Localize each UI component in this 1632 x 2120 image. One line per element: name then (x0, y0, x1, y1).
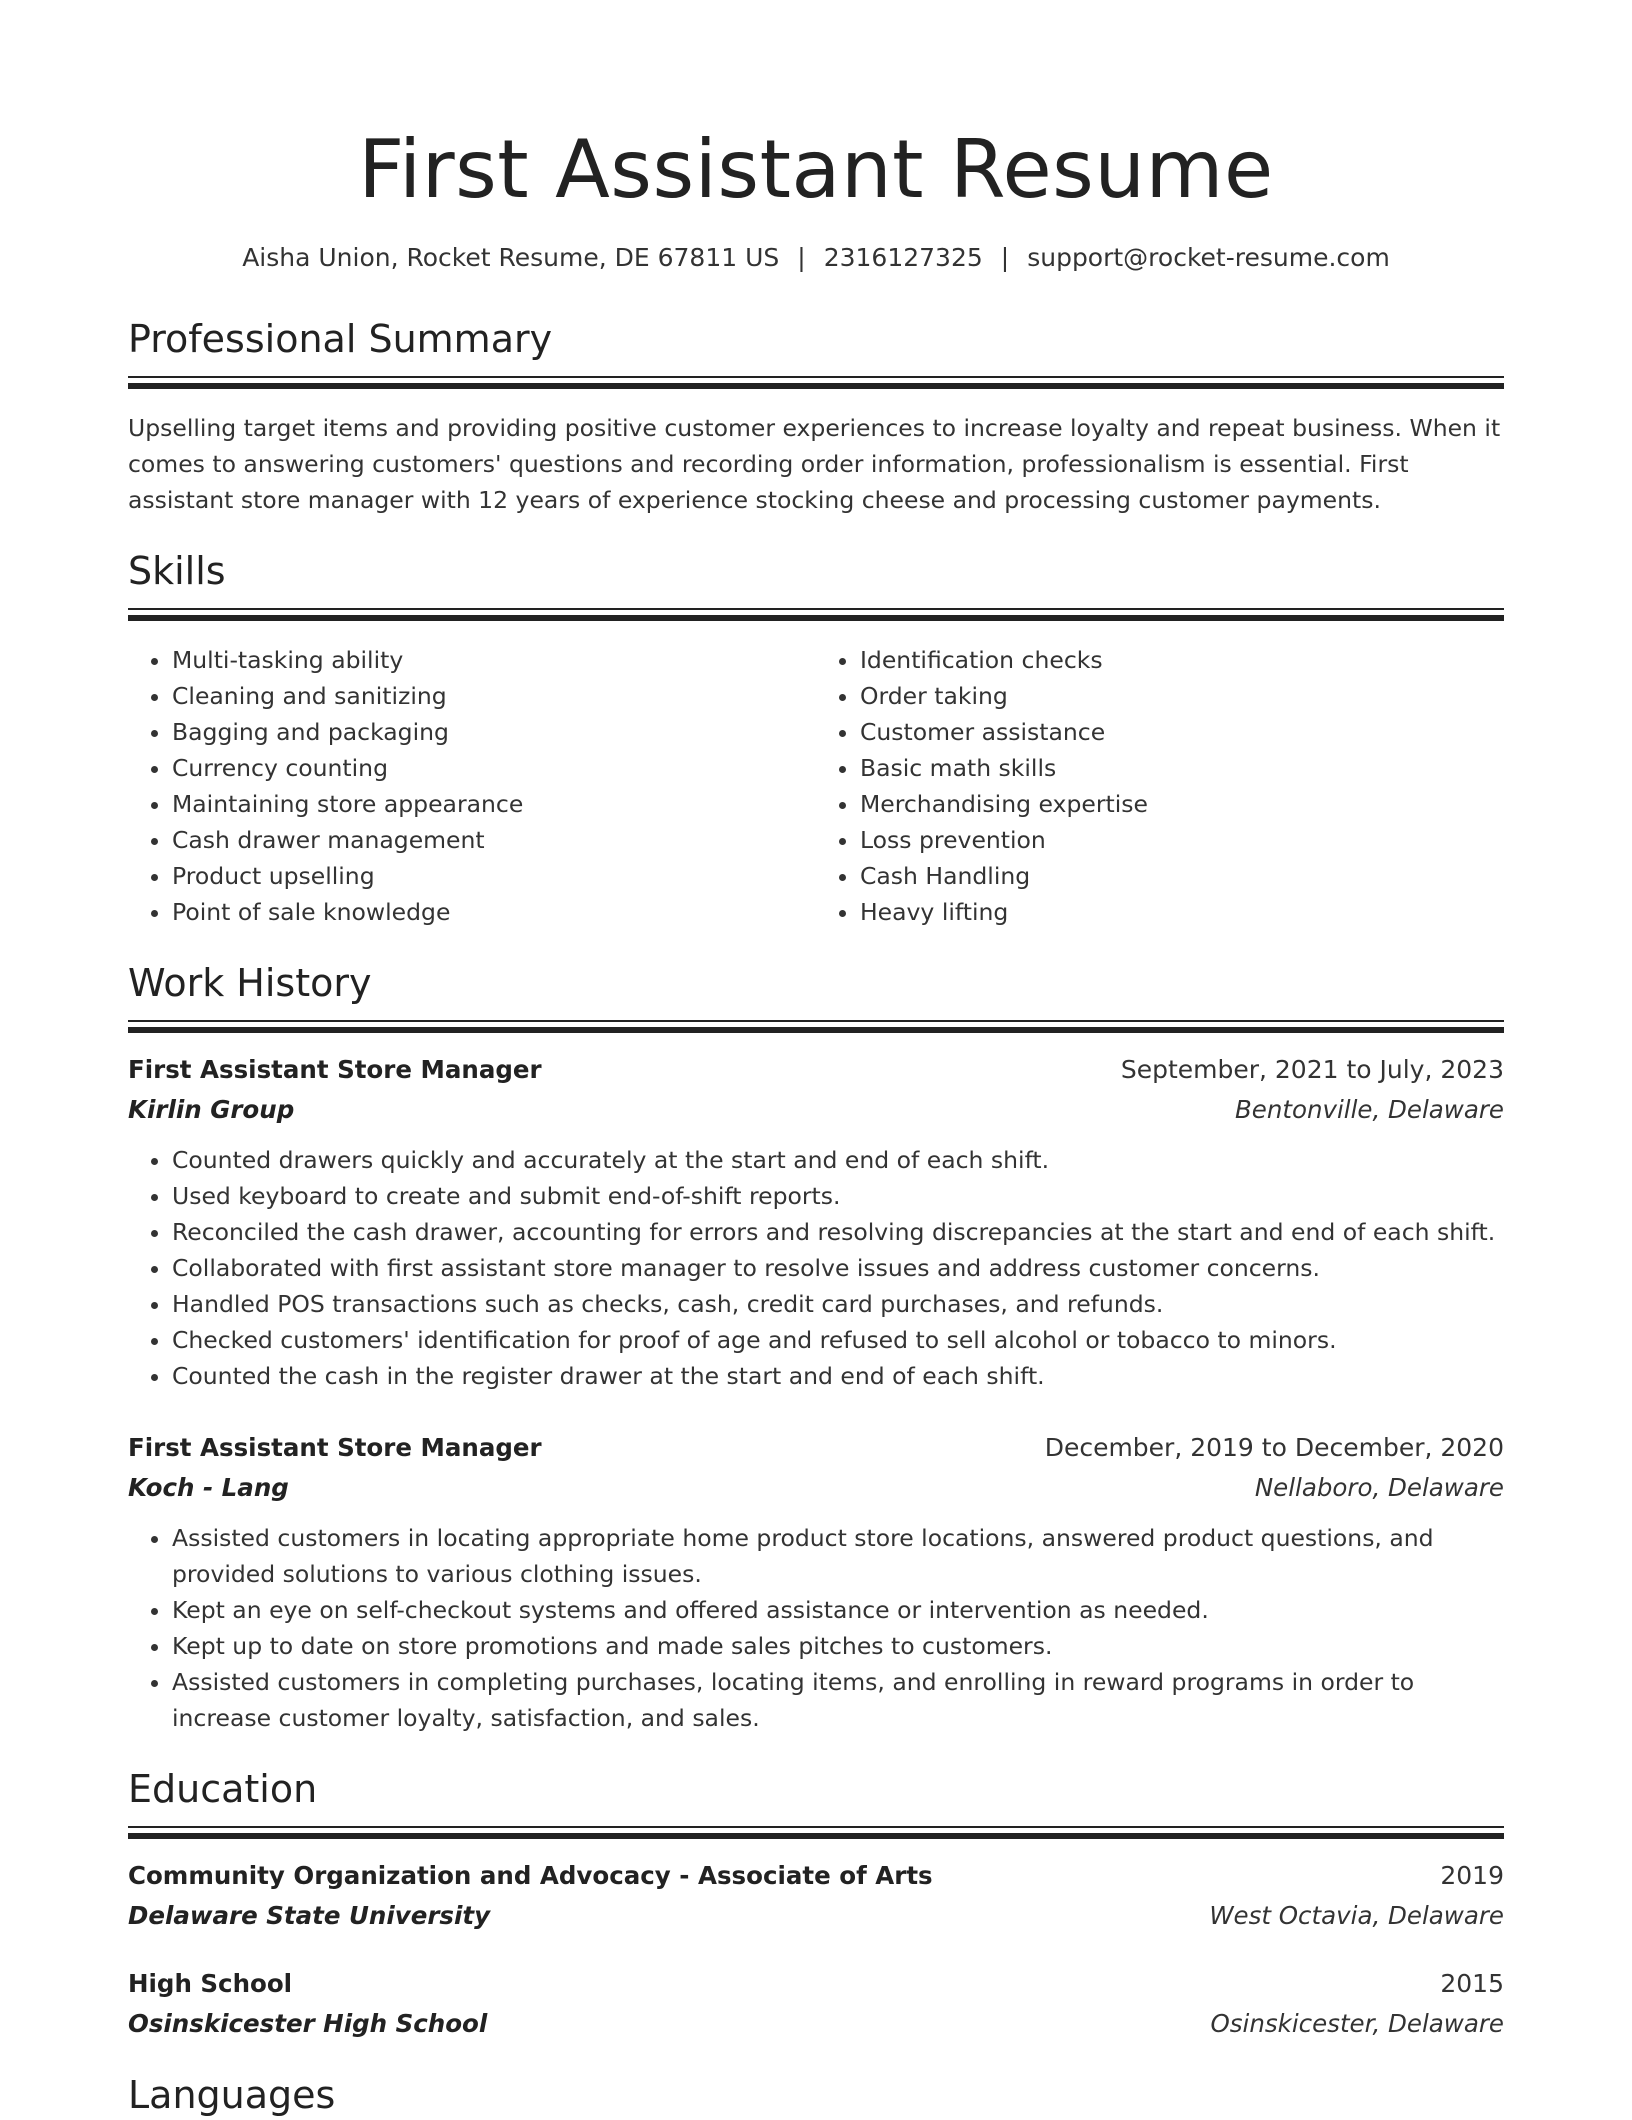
skill-item: • Heavy lifting (860, 894, 1504, 930)
job-bullets (128, 1520, 1504, 1736)
resume-page (128, 120, 1504, 2120)
job-bullet: • Counted drawers quickly and accurately at the start and end of each shift. (172, 1142, 1504, 1178)
job-bullet: • Used keyboard to create and submit end-of-shift reports. (172, 1178, 1504, 1214)
job-subheader (128, 1092, 1504, 1128)
resume-title: First Assistant Resume (358, 123, 1274, 216)
job-bullet: • Collaborated with first assistant store manager to resolve issues and address customer concerns. (172, 1250, 1504, 1286)
languages-section (128, 2070, 1504, 2120)
skills-list-left (128, 642, 816, 930)
education-location: West Octavia, Delaware (1209, 1901, 1504, 1930)
education-school: Delaware State University (128, 1901, 491, 1930)
job-company: Koch - Lang (128, 1473, 289, 1502)
contact-line (128, 240, 1504, 276)
job-bullet: • Kept up to date on store promotions and made sales pitches to customers. (172, 1628, 1504, 1664)
contact-separator: | (797, 243, 806, 272)
education-subheader (128, 2006, 1504, 2042)
job-bullet: • Kept an eye on self-checkout systems and offered assistance or intervention as needed. (172, 1592, 1504, 1628)
skill-item: • Merchandising expertise (860, 786, 1504, 822)
skill-item: • Cleaning and sanitizing (172, 678, 816, 714)
contact-phone: 2316127325 (823, 243, 983, 272)
skills-heading: Skills (128, 549, 226, 593)
education-degree: Community Organization and Advocacy - Associate of Arts (128, 1861, 933, 1890)
job-bullet: • Counted the cash in the register drawer at the start and end of each shift. (172, 1358, 1504, 1394)
education-year: 2019 (1440, 1861, 1504, 1890)
contact-separator: | (1000, 243, 1010, 272)
skill-item: • Identification checks (860, 642, 1504, 678)
summary-section (128, 314, 1504, 518)
skill-item: • Customer assistance (860, 714, 1504, 750)
job-bullet: • Checked customers' identification for proof of age and refused to sell alcohol or tobacco to minors. (172, 1322, 1504, 1358)
section-divider (128, 1020, 1504, 1022)
section-divider (128, 608, 1504, 610)
skills-list-right (816, 642, 1504, 930)
summary-heading: Professional Summary (128, 317, 553, 361)
job-location: Bentonville, Delaware (1234, 1095, 1504, 1124)
skill-item: • Cash Handling (860, 858, 1504, 894)
summary-text: Upselling target items and providing positive customer experiences to increase loyalty and repeat business. When it comes to answering customers' questions and recording order information, professionalism is essential. First assistant store manager with 12 years of experience stocking cheese and processing customer payments. (128, 414, 1501, 514)
job-bullet: • Reconciled the cash drawer, accounting for errors and resolving discrepancies at the start and end of each shift. (172, 1214, 1504, 1250)
education-header (128, 1858, 1504, 1894)
contact-address: Aisha Union, Rocket Resume, DE 67811 US (242, 243, 780, 272)
skill-item: • Loss prevention (860, 822, 1504, 858)
education-location: Osinskicester, Delaware (1210, 2009, 1504, 2038)
skill-item: • Product upselling (172, 858, 816, 894)
job-location: Nellaboro, Delaware (1254, 1473, 1504, 1502)
education-header (128, 1966, 1504, 2002)
job-bullets (128, 1142, 1504, 1394)
skill-item: • Cash drawer management (172, 822, 816, 858)
contact-email: support@rocket-resume.com (1027, 243, 1390, 272)
job-header (128, 1052, 1504, 1088)
skills-columns (128, 642, 1504, 930)
skill-item: • Maintaining store appearance (172, 786, 816, 822)
skill-item: • Bagging and packaging (172, 714, 816, 750)
education-section (128, 1764, 1504, 2042)
skills-section (128, 546, 1504, 930)
skill-item: • Point of sale knowledge (172, 894, 816, 930)
job-dates: December, 2019 to December, 2020 (1044, 1433, 1504, 1462)
job-company: Kirlin Group (128, 1095, 295, 1124)
education-school: Osinskicester High School (128, 2009, 488, 2038)
work-history-heading: Work History (128, 961, 372, 1005)
job-bullet: • Handled POS transactions such as checks, cash, credit card purchases, and refunds. (172, 1286, 1504, 1322)
skill-item: • Multi-tasking ability (172, 642, 816, 678)
section-divider (128, 1826, 1504, 1828)
education-degree: High School (128, 1969, 293, 1998)
skill-item: • Order taking (860, 678, 1504, 714)
job-dates: September, 2021 to July, 2023 (1120, 1055, 1504, 1084)
languages-heading: Languages (128, 2073, 336, 2117)
section-divider (128, 376, 1504, 378)
job-bullet: • Assisted customers in locating appropriate home product store locations, answered product questions, and provided solutions to various clothing issues. (172, 1520, 1504, 1592)
skill-item: • Currency counting (172, 750, 816, 786)
job-title: First Assistant Store Manager (128, 1433, 542, 1462)
skill-item: • Basic math skills (860, 750, 1504, 786)
work-history-section (128, 958, 1504, 1736)
job-bullet: • Assisted customers in completing purchases, locating items, and enrolling in reward programs in order to increase customer loyalty, satisfaction, and sales. (172, 1664, 1504, 1736)
job-title: First Assistant Store Manager (128, 1055, 542, 1084)
education-subheader (128, 1898, 1504, 1934)
job-subheader (128, 1470, 1504, 1506)
education-heading: Education (128, 1767, 318, 1811)
education-year: 2015 (1440, 1969, 1504, 1998)
job-header (128, 1430, 1504, 1466)
